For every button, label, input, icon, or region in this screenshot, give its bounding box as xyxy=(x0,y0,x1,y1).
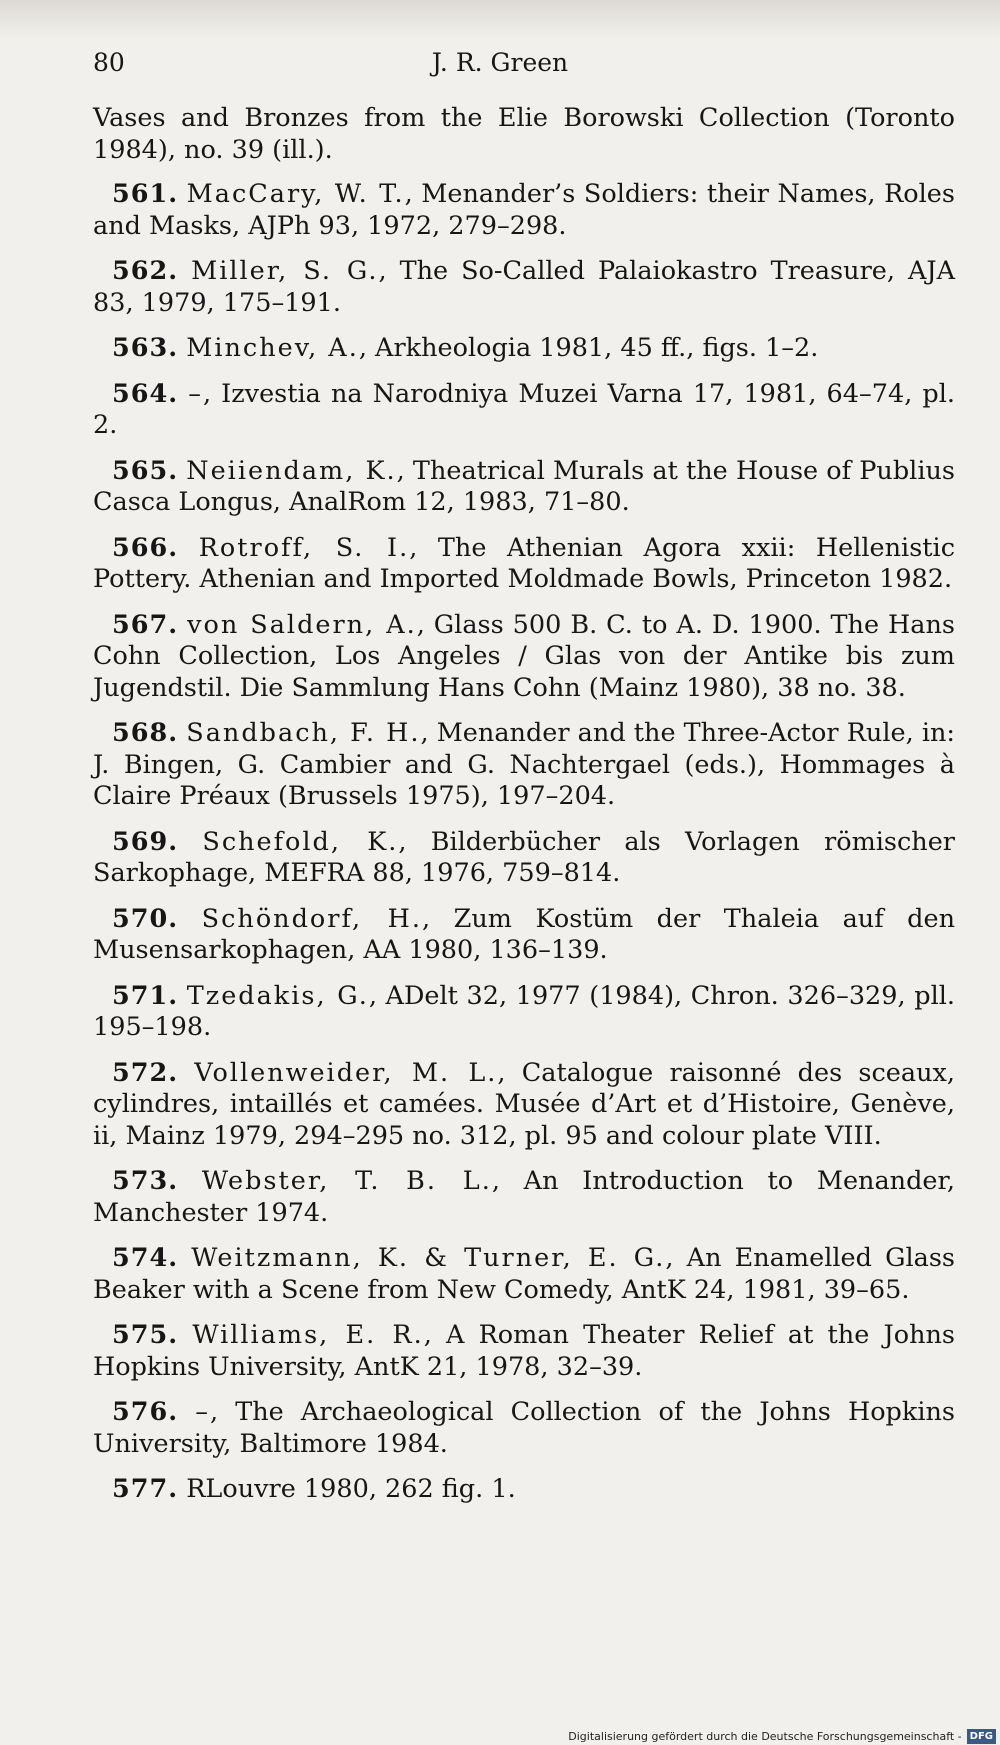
page-top-shadow xyxy=(0,0,1000,40)
dfg-logo: DFG xyxy=(967,1729,996,1744)
bibliography-entry xyxy=(93,718,955,813)
entry-number: 566. xyxy=(112,532,179,563)
bibliography-entry xyxy=(93,1058,955,1153)
entry-number: 568. xyxy=(112,718,179,748)
page-header xyxy=(0,45,1000,81)
bibliography-entry xyxy=(93,1166,955,1229)
entry-number: 574. xyxy=(112,1243,179,1273)
bibliography-entry xyxy=(93,1397,955,1460)
entry-text: , The Archaeological Collection of the Johns Hopkins University, Baltimore 1984. xyxy=(93,1397,955,1459)
entry-author: Rotroff, S. I. xyxy=(198,532,410,563)
entry-text: , Menander’s Soldiers: their Names, Roles and Masks, AJPh 93, 1972, 279–298. xyxy=(93,179,955,241)
funding-note: Digitalisierung gefördert durch die Deutsche Forschungsgemeinschaft - xyxy=(568,1729,962,1743)
bibliography-entry xyxy=(93,610,955,705)
digitization-footer xyxy=(568,1727,1000,1745)
entry-text: , Izvestia na Narodniya Muzei Varna 17, 1981, 64–74, pl. 2. xyxy=(93,378,955,440)
entry-author: – xyxy=(188,378,203,409)
entry-number: 576. xyxy=(112,1397,179,1427)
entry-number: 570. xyxy=(112,903,179,934)
entry-author: Tzedakis, G. xyxy=(186,980,369,1011)
entry-number: 573. xyxy=(112,1166,179,1196)
entry-text: , A Roman Theater Relief at the Johns Hopkins University, AntK 21, 1978, 32–39. xyxy=(93,1320,955,1382)
entry-number: 563. xyxy=(112,333,179,363)
entry-author: Neiiendam, K. xyxy=(186,455,397,486)
entry-number: 577. xyxy=(112,1474,179,1504)
bibliography-entry xyxy=(93,904,955,967)
entry-author: Williams, E. R. xyxy=(192,1320,424,1350)
entry-author: von Saldern, A. xyxy=(187,609,417,640)
entry-author: MacCary, W. T. xyxy=(186,179,405,209)
bibliography-list xyxy=(93,103,955,1520)
entry-author: Sandbach, F. H. xyxy=(186,718,421,748)
entry-number: 569. xyxy=(112,826,179,857)
entry-text: , An Enamelled Glass Beaker with a Scene from New Comedy, AntK 24, 1981, 39–65. xyxy=(93,1243,955,1305)
entry-author: Vollenweider, M. L. xyxy=(194,1057,498,1088)
entry-number: 564. xyxy=(112,378,179,409)
entry-number: 571. xyxy=(112,980,179,1011)
entry-text: , Zum Kostüm der Thaleia auf den Musensarkophagen, AA 1980, 136–139. xyxy=(93,903,955,965)
entry-text: , The So-Called Palaiokastro Treasure, AJA 83, 1979, 175–191. xyxy=(93,256,955,318)
bibliography-entry xyxy=(93,533,955,596)
bibliography-entry xyxy=(93,379,955,442)
entry-author: Schöndorf, H. xyxy=(201,903,422,934)
bibliography-entry xyxy=(93,333,955,365)
entry-text: , The Athenian Agora xxii: Hellenistic Pottery. Athenian and Imported Moldmade Bowls, Princeton 1982. xyxy=(93,532,955,594)
entry-author: Webster, T. B. L. xyxy=(201,1166,492,1196)
running-head: J. R. Green xyxy=(431,48,569,77)
entry-author: Miller, S. G. xyxy=(191,256,379,286)
entry-author: Weitzmann, K. & Turner, E. G. xyxy=(191,1243,666,1273)
entry-number: 565. xyxy=(112,455,179,486)
entry-text: , Menander and the Three-Actor Rule, in: J. Bingen, G. Cambier and G. Nachtergael (eds.), Hommages à Claire Préaux (Brussels 1975), 197–204. xyxy=(93,718,955,811)
entries-container xyxy=(93,179,955,1506)
bibliography-entry xyxy=(93,981,955,1044)
entry-number: 567. xyxy=(112,609,179,640)
bibliography-entry xyxy=(93,456,955,519)
entry-author: – xyxy=(195,1397,210,1427)
entry-text: , Catalogue raisonné des sceaux, cylindres, intaillés et camées. Musée d’Art et d’Histoire, Genève, ii, Mainz 1979, 294–295 no. 312, pl. 95 and colour plate VIII. xyxy=(93,1057,955,1151)
bibliography-entry xyxy=(93,256,955,319)
entry-author: Schefold, K. xyxy=(202,826,399,857)
entry-text: , Bilderbücher als Vorlagen römischer Sarkophage, MEFRA 88, 1976, 759–814. xyxy=(93,826,955,888)
entry-text: , Theatrical Murals at the House of Publius Casca Longus, AnalRom 12, 1983, 71–80. xyxy=(93,455,955,517)
entry-text: , Glass 500 B. C. to A. D. 1900. The Hans Cohn Collection, Los Angeles / Glas von der Antike bis zum Jugendstil. Die Sammlung Hans Cohn (Mainz 1980), 38 no. 38. xyxy=(93,609,955,703)
bibliography-entry xyxy=(93,179,955,242)
page-number: 80 xyxy=(93,48,125,77)
bibliography-entry xyxy=(93,1243,955,1306)
bibliography-entry xyxy=(93,827,955,890)
entry-number: 561. xyxy=(112,179,179,209)
bibliography-entry xyxy=(93,1320,955,1383)
entry-text: RLouvre 1980, 262 fig. 1. xyxy=(186,1474,516,1504)
entry-number: 562. xyxy=(112,256,179,286)
entry-number: 575. xyxy=(112,1320,179,1350)
entry-number: 572. xyxy=(112,1057,179,1088)
continued-entry-text: Vases and Bronzes from the Elie Borowski Collection (Toronto 1984), no. 39 (ill.). xyxy=(93,103,955,165)
entry-author: Minchev, A. xyxy=(186,333,359,363)
entry-text: , ADelt 32, 1977 (1984), Chron. 326–329, pll. 195–198. xyxy=(93,980,955,1042)
bibliography-entry xyxy=(93,1474,955,1506)
entry-text: , Arkheologia 1981, 45 ff., figs. 1–2. xyxy=(358,333,819,363)
entry-text: , An Introduction to Menander, Manchester 1974. xyxy=(93,1166,955,1228)
